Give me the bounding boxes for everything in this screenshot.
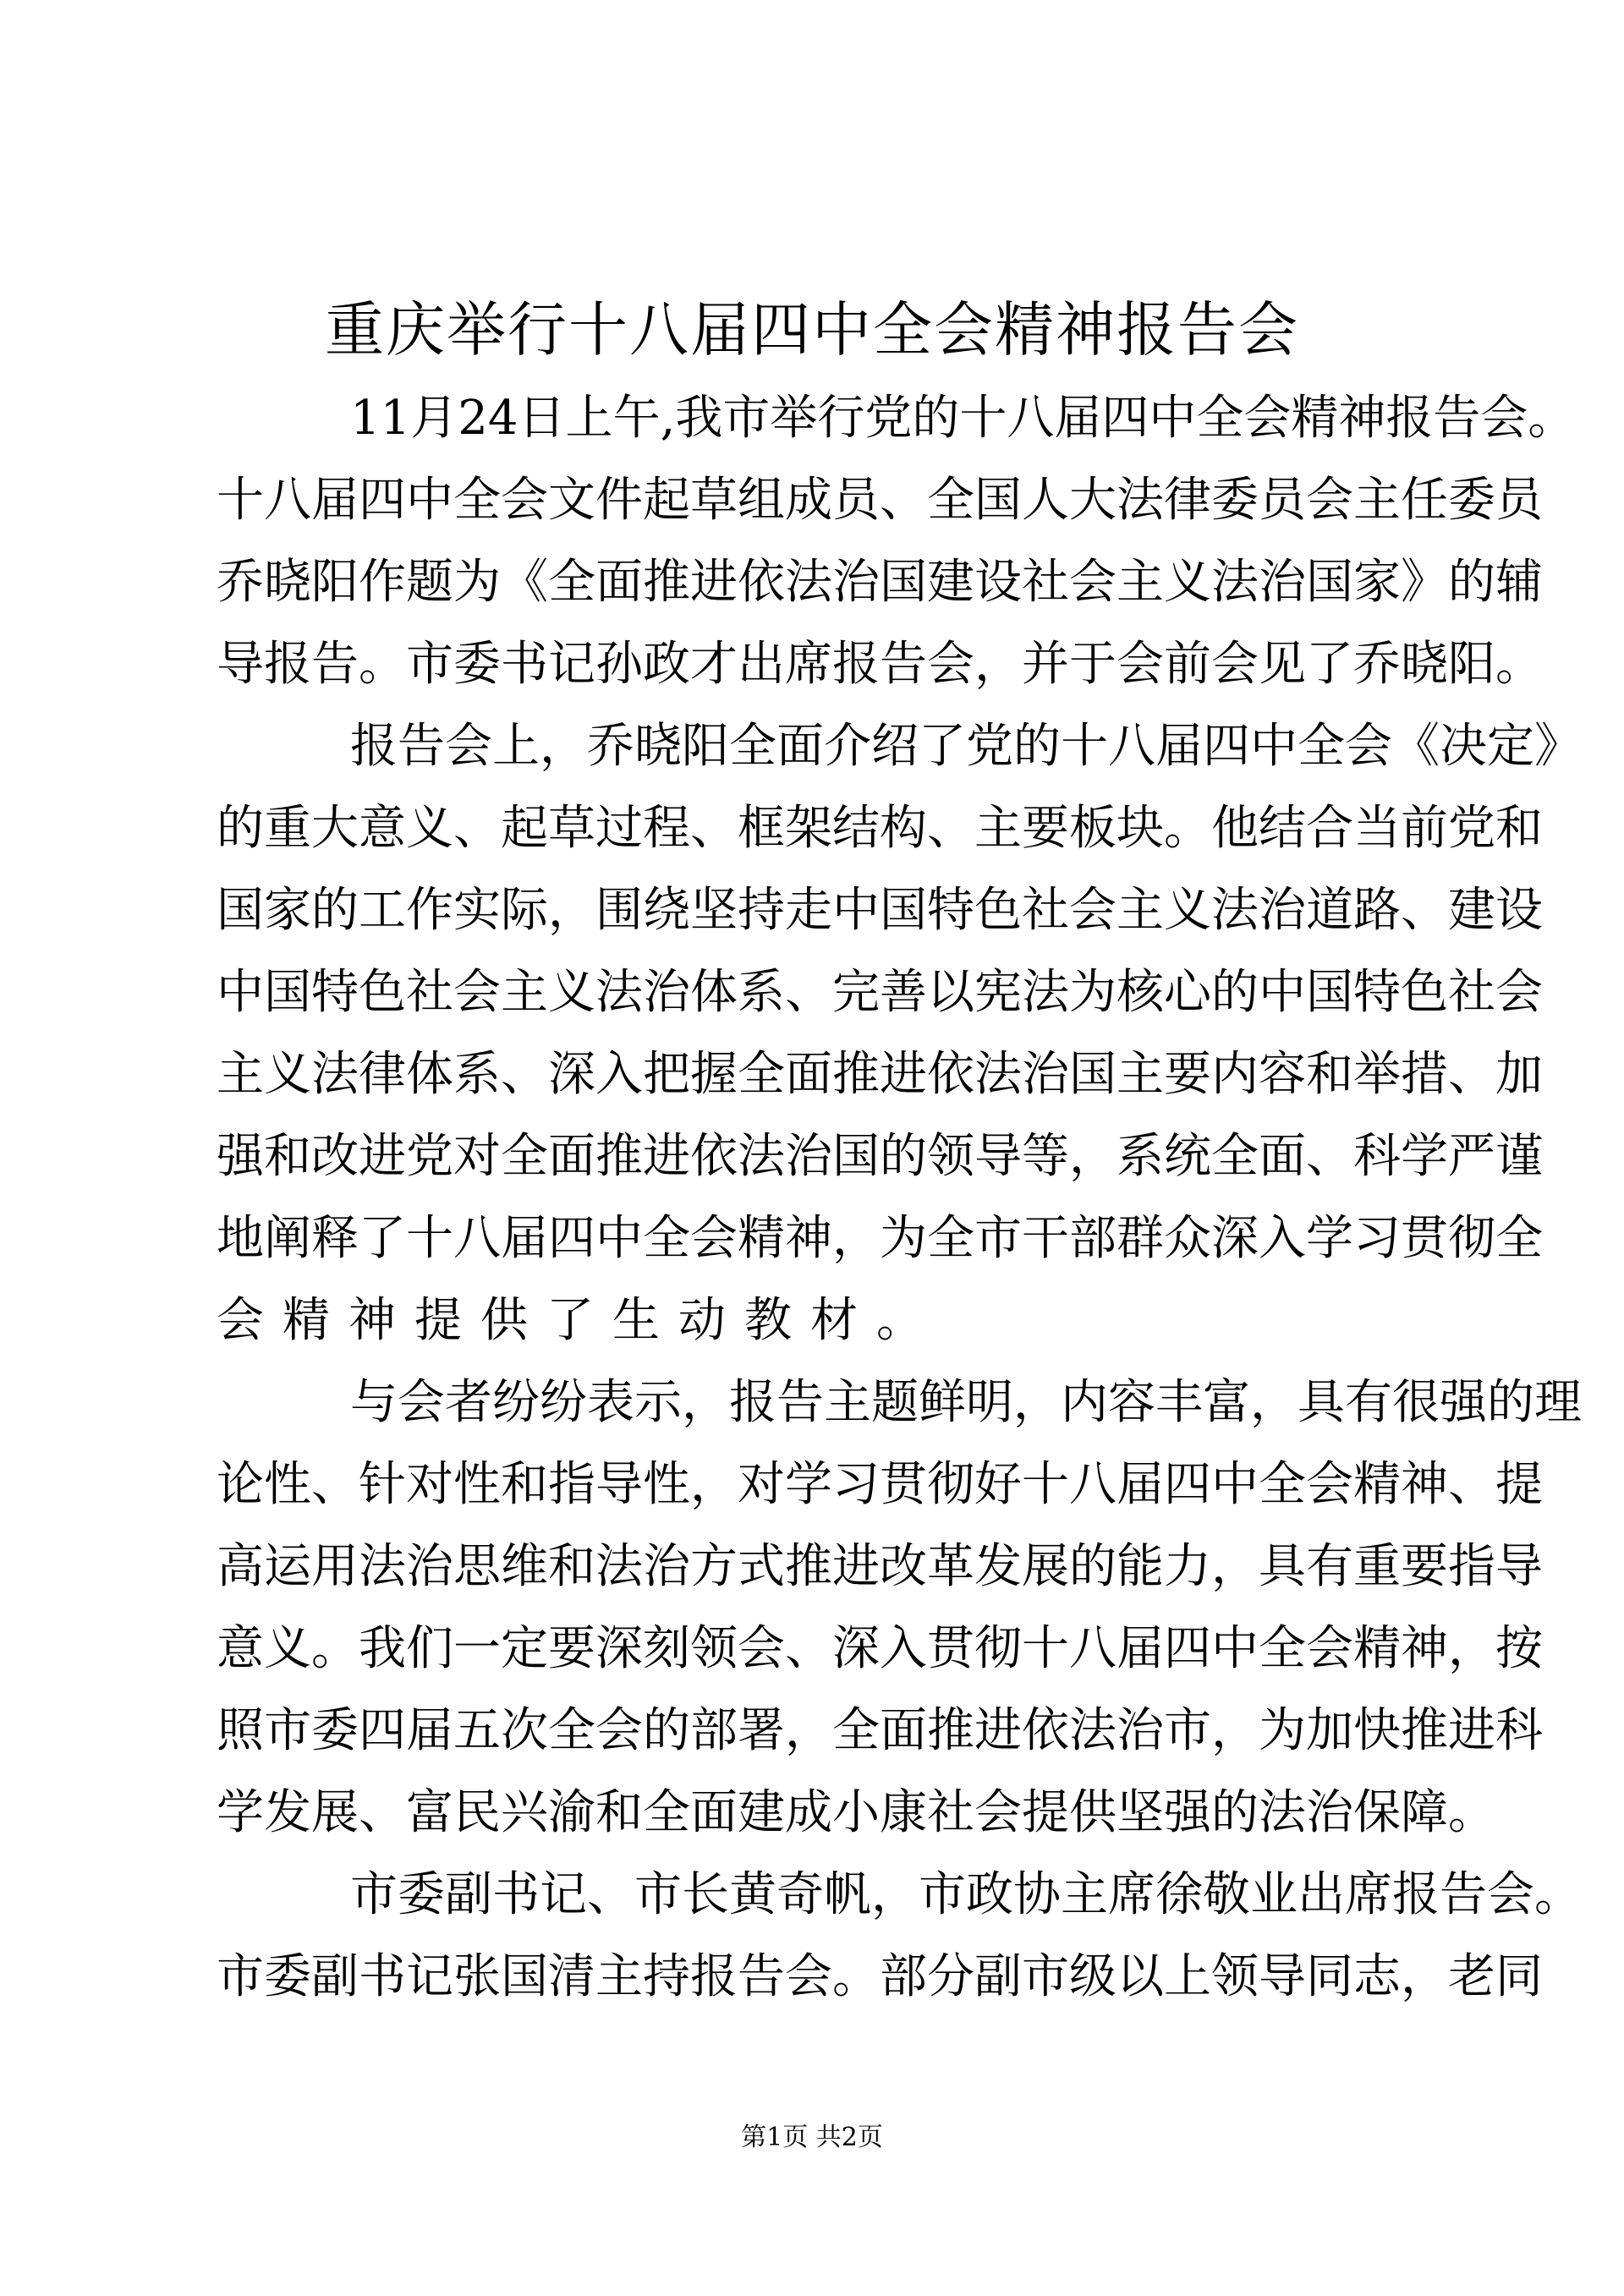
paragraph-line: 高运用法治思维和法治方式推进改革发展的能力，具有重要指导	[217, 1539, 1543, 1594]
paragraph-line: 地阐释了十八届四中全会精神，为全市干部群众深入学习贯彻全	[217, 1211, 1543, 1266]
document-body	[217, 377, 1582, 2018]
paragraph-line: 中国特色社会主义法治体系、完善以宪法为核心的中国特色社会	[217, 965, 1543, 1020]
paragraph-line: 强和改进党对全面推进依法治国的领导等，系统全面、科学严谨	[217, 1129, 1543, 1184]
paragraph-line: 市委副书记、市长黄奇帆，市政协主席徐敬业出席报告会。	[350, 1867, 1582, 1922]
paragraph-line: 报告会上，乔晓阳全面介绍了党的十八届四中全会《决定》	[350, 719, 1582, 774]
paragraph-line: 主义法律体系、深入把握全面推进依法治国主要内容和举措、加	[217, 1047, 1543, 1102]
paragraph-line: 与会者纷纷表示，报告主题鲜明，内容丰富，具有很强的理	[350, 1375, 1582, 1430]
paragraph-line: 国家的工作实际，围绕坚持走中国特色社会主义法治道路、建设	[217, 883, 1543, 938]
paragraph-line: 照市委四届五次全会的部署，全面推进依法治市，为加快推进科	[217, 1703, 1543, 1758]
paragraph-line: 十八届四中全会文件起草组成员、全国人大法律委员会主任委员	[217, 473, 1543, 528]
paragraph-line: 论性、针对性和指导性，对学习贯彻好十八届四中全会精神、提	[217, 1457, 1543, 1512]
paragraph-line: 学发展、富民兴渝和全面建成小康社会提供坚强的法治保障。	[217, 1785, 1495, 1840]
paragraph-line: 的重大意义、起草过程、框架结构、主要板块。他结合当前党和	[217, 801, 1543, 856]
paragraph-line: 11月24日上午,我市举行党的十八届四中全会精神报告会。	[350, 391, 1576, 446]
paragraph-line: 导报告。市委书记孙政才出席报告会，并于会前会见了乔晓阳。	[217, 637, 1543, 692]
document-title: 重庆举行十八届四中全会精神报告会	[325, 295, 1299, 364]
paragraph-line: 会精神提供了生动教材。	[217, 1293, 942, 1348]
paragraph-line: 乔晓阳作题为《全面推进依法治国建设社会主义法治国家》的辅	[217, 555, 1543, 610]
paragraph-line: 市委副书记张国清主持报告会。部分副市级以上领导同志，老同	[217, 1949, 1543, 2004]
page-number: 第1页 共2页	[741, 2123, 883, 2152]
paragraph-line: 意义。我们一定要深刻领会、深入贯彻十八届四中全会精神，按	[217, 1621, 1543, 1676]
